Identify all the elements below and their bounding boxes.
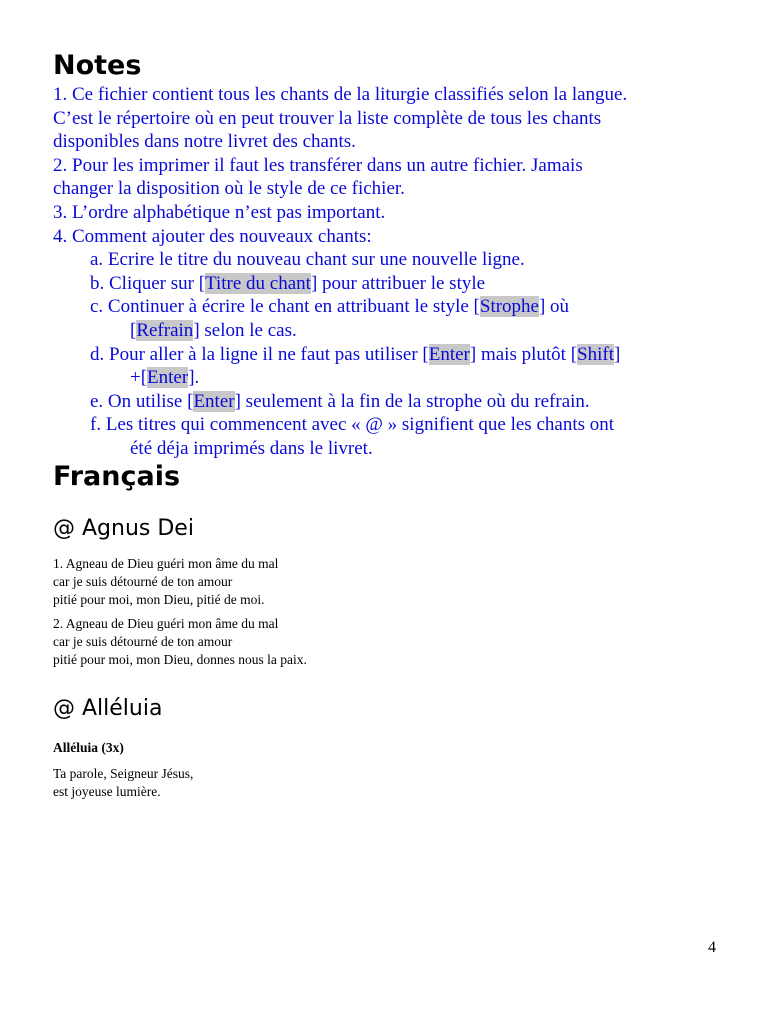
highlight-key-name: Enter [147, 367, 189, 389]
song-verse [53, 765, 733, 801]
highlight-key-name: Enter [428, 343, 470, 365]
text-run: ] [613, 343, 621, 365]
highlight-key-name: Shift [577, 343, 614, 365]
song-verse [53, 555, 733, 609]
song-title: @ Agnus Dei [53, 515, 194, 541]
page-number: 4 [708, 939, 716, 956]
highlight-style-name: Refrain [136, 319, 194, 341]
highlight-style-name: Titre du chant [205, 272, 311, 294]
text-run: ]. [188, 367, 200, 389]
notes-step-d [53, 343, 733, 367]
notes-line: 3. L’ordre alphabétique n’est pas important. [53, 201, 386, 223]
notes-heading: Notes [53, 50, 142, 81]
verse-line: 2. Agneau de Dieu guéri mon âme du mal [53, 615, 279, 631]
notes-line: disponibles dans notre livret des chants. [53, 131, 356, 153]
text-run: c. Continuer à écrire le chant en attribuant le style [ [90, 296, 480, 318]
notes-step-c [53, 295, 733, 319]
verse-line: est joyeuse lumière. [53, 783, 161, 799]
text-run: ] où [538, 296, 570, 318]
highlight-key-name: Enter [193, 390, 235, 412]
text-run: ] seulement à la fin de la strophe où du refrain. [234, 390, 590, 412]
song-title: @ Alléluia [53, 695, 163, 721]
highlight-style-name: Strophe [479, 296, 539, 318]
notes-step-d-cont [53, 366, 733, 390]
verse-line: 1. Agneau de Dieu guéri mon âme du mal [53, 555, 279, 571]
text-run: d. Pour aller à la ligne il ne faut pas utiliser [ [90, 343, 429, 365]
notes-step-c-cont [53, 319, 733, 343]
text-run: e. On utilise [ [90, 390, 194, 412]
notes-body [53, 83, 733, 461]
text-run: ] pour attribuer le style [310, 272, 486, 294]
notes-step-e [53, 390, 733, 414]
notes-step-f: f. Les titres qui commencent avec « @ » signifient que les chants ont [90, 414, 615, 436]
song-refrain: Alléluia (3x) [53, 739, 124, 755]
text-run: ] selon le cas. [193, 319, 297, 341]
verse-line: pitié pour moi, mon Dieu, donnes nous la paix. [53, 651, 307, 667]
document-page [53, 50, 733, 801]
verse-line: Ta parole, Seigneur Jésus, [53, 765, 194, 781]
verse-line: car je suis détourné de ton amour [53, 573, 233, 589]
notes-step-f-cont: été déja imprimés dans le livret. [130, 437, 373, 459]
notes-step-b [53, 272, 733, 296]
verse-line: pitié pour moi, mon Dieu, pitié de moi. [53, 591, 265, 607]
section-title-francais: Français [53, 460, 181, 492]
notes-line: 2. Pour les imprimer il faut les transférer dans un autre fichier. Jamais [53, 154, 583, 176]
text-run: b. Cliquer sur [ [90, 272, 206, 294]
notes-line: 1. Ce fichier contient tous les chants de la liturgie classifiés selon la langue. [53, 84, 628, 105]
notes-line: changer la disposition où le style de ce fichier. [53, 178, 405, 200]
text-run: +[ [130, 367, 148, 389]
notes-line: C’est le répertoire où en peut trouver la liste complète de tous les chants [53, 107, 602, 129]
verse-line: car je suis détourné de ton amour [53, 633, 233, 649]
text-run: ] mais plutôt [ [469, 343, 578, 365]
song-verse [53, 615, 733, 669]
notes-step-a: a. Ecrire le titre du nouveau chant sur une nouvelle ligne. [90, 249, 525, 271]
notes-line: 4. Comment ajouter des nouveaux chants: [53, 225, 372, 247]
text-run: [ [130, 319, 137, 341]
